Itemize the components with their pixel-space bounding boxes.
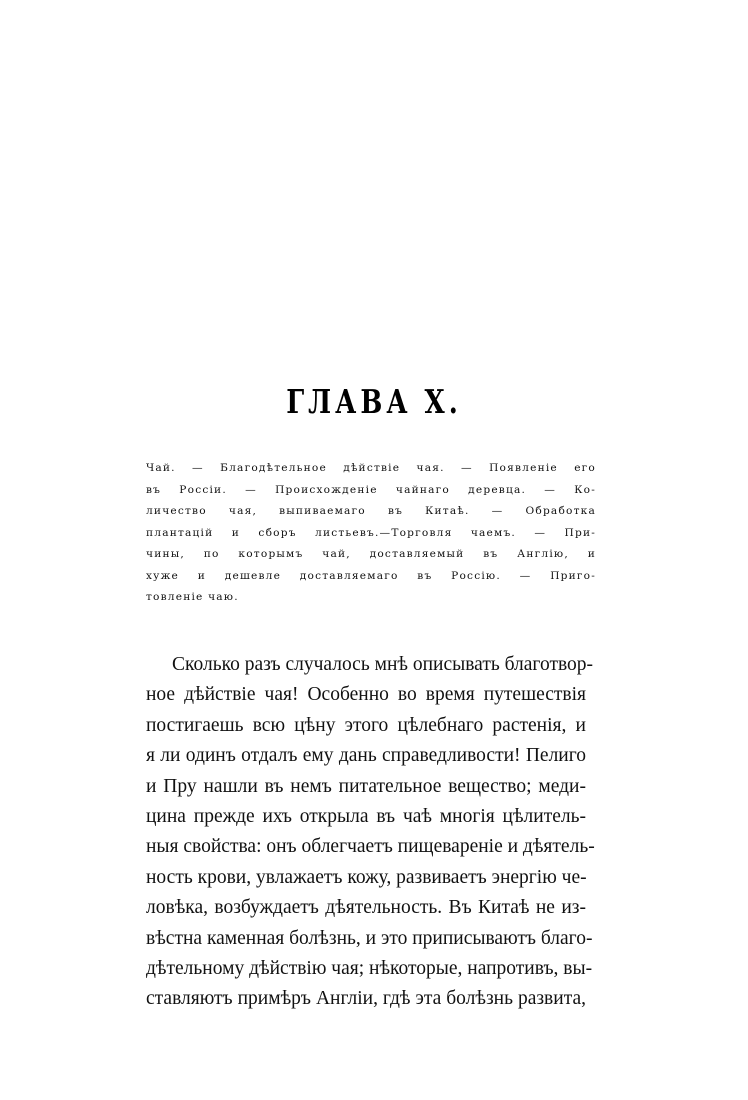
body-line: постигаешь всю цѣну этого цѣлебнаго растенія, и [146,714,586,736]
summary-line: чины, по которымъ чай, доставляемый въ Англію, и [146,548,596,560]
body-line: Сколько разъ случалось мнѣ описывать благотвор- [172,654,594,675]
summary-line: плантацій и сборъ листьевъ.—Торговля чаемъ. — При- [146,526,596,539]
body-line: цина прежде ихъ открыла въ чаѣ многія цѣлитель- [146,805,586,827]
summary-line: личество чая, выпиваемаго въ Китаѣ. — Обработка [146,505,596,517]
body-line: ныя свойства: онъ облегчаетъ пищевареніе и дѣятель- [146,836,595,858]
chapter-summary [146,458,596,609]
summary-line: Чай. — Благодѣтельное дѣйствіе чая. — Появленіе его [146,462,596,474]
chapter-title: ГЛАВА X. [286,384,462,422]
body-line: ность крови, увлажаетъ кожу, развиваетъ энергію че- [146,866,587,888]
summary-line: товленіе чаю. [146,591,239,603]
body-paragraph [146,650,595,1015]
body-line: и Пру нашли въ немъ питательное вещество; меди- [146,775,586,797]
body-line: ставляютъ примѣръ Англіи, гдѣ эта болѣзнь развита, [146,988,586,1010]
summary-line: въ Россіи. — Происхожденіе чайнаго деревца. — Ко- [146,483,596,496]
body-line: ное дѣйствіе чая! Особенно во время путешествія [146,684,586,706]
summary-line: хуже и дешевле доставляемаго въ Россію. — Приго- [146,569,596,582]
body-line: ловѣка, возбуждаетъ дѣятельность. Въ Китаѣ не из- [146,897,586,919]
body-line: вѣстна каменная болѣзнь, и это приписываютъ благо- [146,927,593,949]
body-line: дѣтельному дѣйствію чая; нѣкоторые, напротивъ, вы- [146,957,593,979]
body-line: я ли одинъ отдалъ ему дань справедливости! Пелиго [146,745,586,767]
